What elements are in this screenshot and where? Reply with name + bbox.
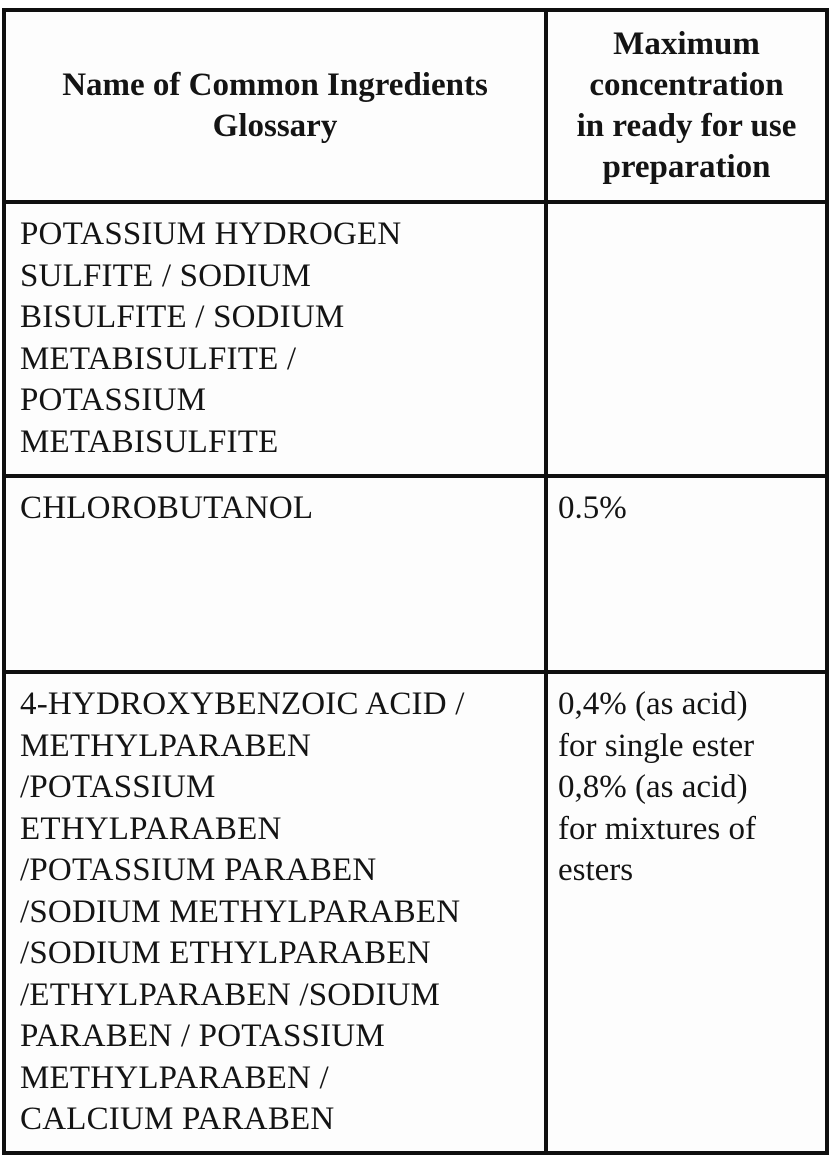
ingredient-name-cell — [6, 672, 546, 1151]
table-header-row — [6, 12, 825, 202]
table-row — [6, 476, 825, 672]
ingredient-name: CHLOROBUTANOL — [20, 490, 314, 526]
header-name-label: Name of Common Ingredients Glossary — [62, 67, 488, 144]
concentration-value: 0,4% (as acid) for single ester 0,8% (as acid) for mixtures of esters — [558, 686, 756, 888]
concentration-cell — [546, 476, 825, 672]
header-concentration-label: Maximum concentration in ready for use preparation — [576, 26, 797, 185]
header-concentration-cell — [546, 12, 825, 202]
ingredient-name-cell — [6, 476, 546, 672]
concentration-value — [548, 204, 825, 214]
concentration-value: 0.5% — [558, 490, 627, 526]
table-row — [6, 672, 825, 1151]
ingredients-table — [2, 8, 829, 1155]
header-name-cell — [6, 12, 546, 202]
ingredients-table-grid — [6, 12, 825, 1151]
concentration-cell — [546, 202, 825, 476]
concentration-cell — [546, 672, 825, 1151]
ingredient-name-cell — [6, 202, 546, 476]
ingredient-name: POTASSIUM HYDROGEN SULFITE / SODIUM BISULFITE / SODIUM METABISULFITE / POTASSIUM METABISULFITE — [20, 216, 402, 460]
ingredient-name: 4-HYDROXYBENZOIC ACID / METHYLPARABEN /POTASSIUM ETHYLPARABEN /POTASSIUM PARABEN /SODIUM METHYLPARABEN /SODIUM ETHYLPARABEN /ETHYLPARABEN /SODIUM PARABEN / POTASSIUM METHYLPARABEN / CALCIUM PARABEN — [20, 686, 465, 1137]
table-row — [6, 202, 825, 476]
